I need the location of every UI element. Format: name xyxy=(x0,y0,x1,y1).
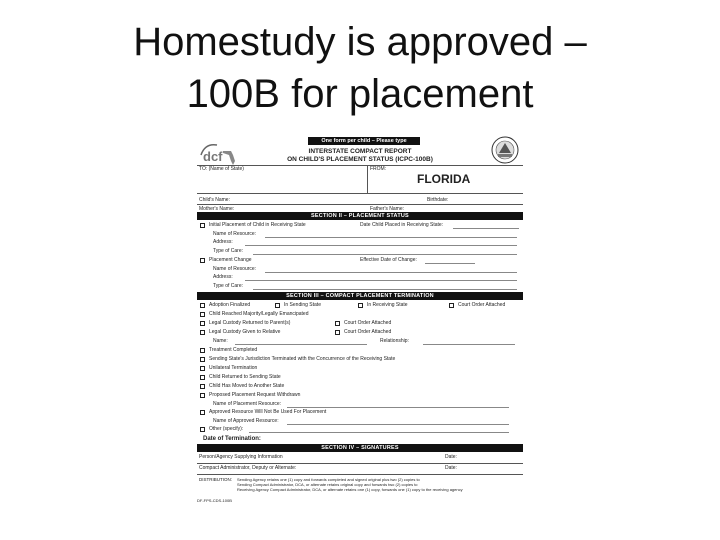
address-label-1: Address: xyxy=(213,239,233,245)
distribution-label: DISTRIBUTION: xyxy=(199,477,233,482)
section-3-header: SECTION III – COMPACT PLACEMENT TERMINATION xyxy=(197,292,523,300)
address-label-2: Address: xyxy=(213,274,233,280)
distribution-line-1: Sending Agency retains one (1) copy and forwards completed and signed original plus two (2) copies to xyxy=(237,477,420,482)
majority-label: Child Reached Majority/Legally Emancipated xyxy=(209,311,309,317)
distribution-line-2: Sending Compact Administrator, DCA, or alternate retains original copy and forwards two (2) copies to xyxy=(237,482,418,487)
custody-parents-label: Legal Custody Returned to Parent(s) xyxy=(209,320,291,326)
slide-title-line-2: 100B for placement xyxy=(186,72,534,116)
checkbox-court-order-3 xyxy=(335,330,340,335)
effective-date-label: Effective Date of Change: xyxy=(360,257,417,263)
court-order-label-3: Court Order Attached xyxy=(344,329,392,335)
date-label-2: Date: xyxy=(445,465,457,471)
checkbox-other xyxy=(200,427,205,432)
checkbox-initial-placement xyxy=(200,223,205,228)
from-label: FROM: xyxy=(370,166,387,172)
checkbox-unilateral xyxy=(200,366,205,371)
court-order-label-2: Court Order Attached xyxy=(344,320,392,326)
checkbox-majority xyxy=(200,312,205,317)
placement-change-label: Placement Change xyxy=(209,257,252,263)
date-of-termination-label: Date of Termination: xyxy=(203,436,261,442)
relationship-label: Relationship: xyxy=(380,338,409,344)
returned-sending-label: Child Returned to Sending State xyxy=(209,374,281,380)
checkbox-proposed-withdrawn xyxy=(200,393,205,398)
checkbox-custody-relative xyxy=(200,330,205,335)
unilateral-label: Unilateral Termination xyxy=(209,365,258,371)
custody-relative-label: Legal Custody Given to Relative xyxy=(209,329,281,335)
approved-not-used-label: Approved Resource Will Not Be Used For Placement xyxy=(209,409,327,415)
checkbox-court-order-1 xyxy=(449,303,454,308)
name-of-resource-label-2: Name of Resource: xyxy=(213,266,257,272)
checkbox-placement-change xyxy=(200,258,205,263)
other-specify-label: Other (specify): xyxy=(209,426,244,432)
treatment-completed-label: Treatment Completed xyxy=(209,347,258,353)
checkbox-in-receiving-state xyxy=(358,303,363,308)
birthdate-label: Birthdate: xyxy=(427,197,449,203)
state-seal-icon xyxy=(487,135,523,165)
checkbox-approved-not-used xyxy=(200,410,205,415)
slide-title-line-1: Homestudy is approved – xyxy=(133,20,587,64)
adoption-finalized-label: Adoption Finalized xyxy=(209,302,251,308)
person-agency-label: Person/Agency Supplying Information xyxy=(199,454,283,460)
childs-name-label: Child's Name: xyxy=(199,197,230,203)
from-state-value: FLORIDA xyxy=(417,172,471,186)
checkbox-moved-another xyxy=(200,384,205,389)
checkbox-returned-sending xyxy=(200,375,205,380)
compact-admin-label: Compact Administrator, Deputy or Alternate: xyxy=(199,465,297,471)
name-approved-resource-label: Name of Approved Resource: xyxy=(213,418,279,424)
form-number: DF-FPS-CDS-100B xyxy=(197,498,232,503)
type-of-care-label-2: Type of Care: xyxy=(213,283,244,289)
slide-title xyxy=(0,16,720,120)
distribution-line-3: Receiving Agency Compact Administrator, DCA, or alternate retains one (1) copy, forwards one (1) copy to the receiving agency xyxy=(237,487,463,492)
report-title-line-1: INTERSTATE COMPACT REPORT xyxy=(308,148,412,155)
form-banner xyxy=(308,137,420,145)
proposed-withdrawn-label: Proposed Placement Request Withdrawn xyxy=(209,392,301,398)
date-label-1: Date: xyxy=(445,454,457,460)
form-banner-text: One form per child – Please type xyxy=(321,138,407,144)
section-2-header: SECTION II – PLACEMENT STATUS xyxy=(197,212,523,220)
name-placement-resource-label: Name of Placement Resource: xyxy=(213,401,282,407)
in-sending-state-label: In Sending State xyxy=(284,302,321,308)
checkbox-treatment-completed xyxy=(200,348,205,353)
in-receiving-state-label: In Receiving State xyxy=(367,302,408,308)
checkbox-custody-parents xyxy=(200,321,205,326)
initial-placement-label: Initial Placement of Child in Receiving State xyxy=(209,222,306,228)
checkbox-court-order-2 xyxy=(335,321,340,326)
court-order-label-1: Court Order Attached xyxy=(458,302,506,308)
fathers-name-label: Father's Name: xyxy=(370,206,405,212)
mothers-name-label: Mother's Name: xyxy=(199,206,235,212)
type-of-care-label-1: Type of Care: xyxy=(213,248,244,254)
checkbox-jurisdiction-terminated xyxy=(200,357,205,362)
checkbox-adoption-finalized xyxy=(200,303,205,308)
svg-text:dcf: dcf xyxy=(203,149,223,164)
name-label: Name: xyxy=(213,338,228,344)
section-4-header: SECTION IV – SIGNATURES xyxy=(197,444,523,452)
jurisdiction-terminated-label: Sending State's Jurisdiction Terminated with the Concurrence of the Receiving State xyxy=(209,356,396,362)
icpc-100b-form-image xyxy=(195,133,525,508)
date-placed-label: Date Child Placed in Receiving State: xyxy=(360,222,444,228)
to-state-label: TO: (Name of State) xyxy=(199,166,244,172)
report-title-line-2: ON CHILD'S PLACEMENT STATUS (ICPC-100B) xyxy=(287,156,433,163)
moved-another-label: Child Has Moved to Another State xyxy=(209,383,285,389)
name-of-resource-label-1: Name of Resource: xyxy=(213,231,257,237)
checkbox-in-sending-state xyxy=(275,303,280,308)
